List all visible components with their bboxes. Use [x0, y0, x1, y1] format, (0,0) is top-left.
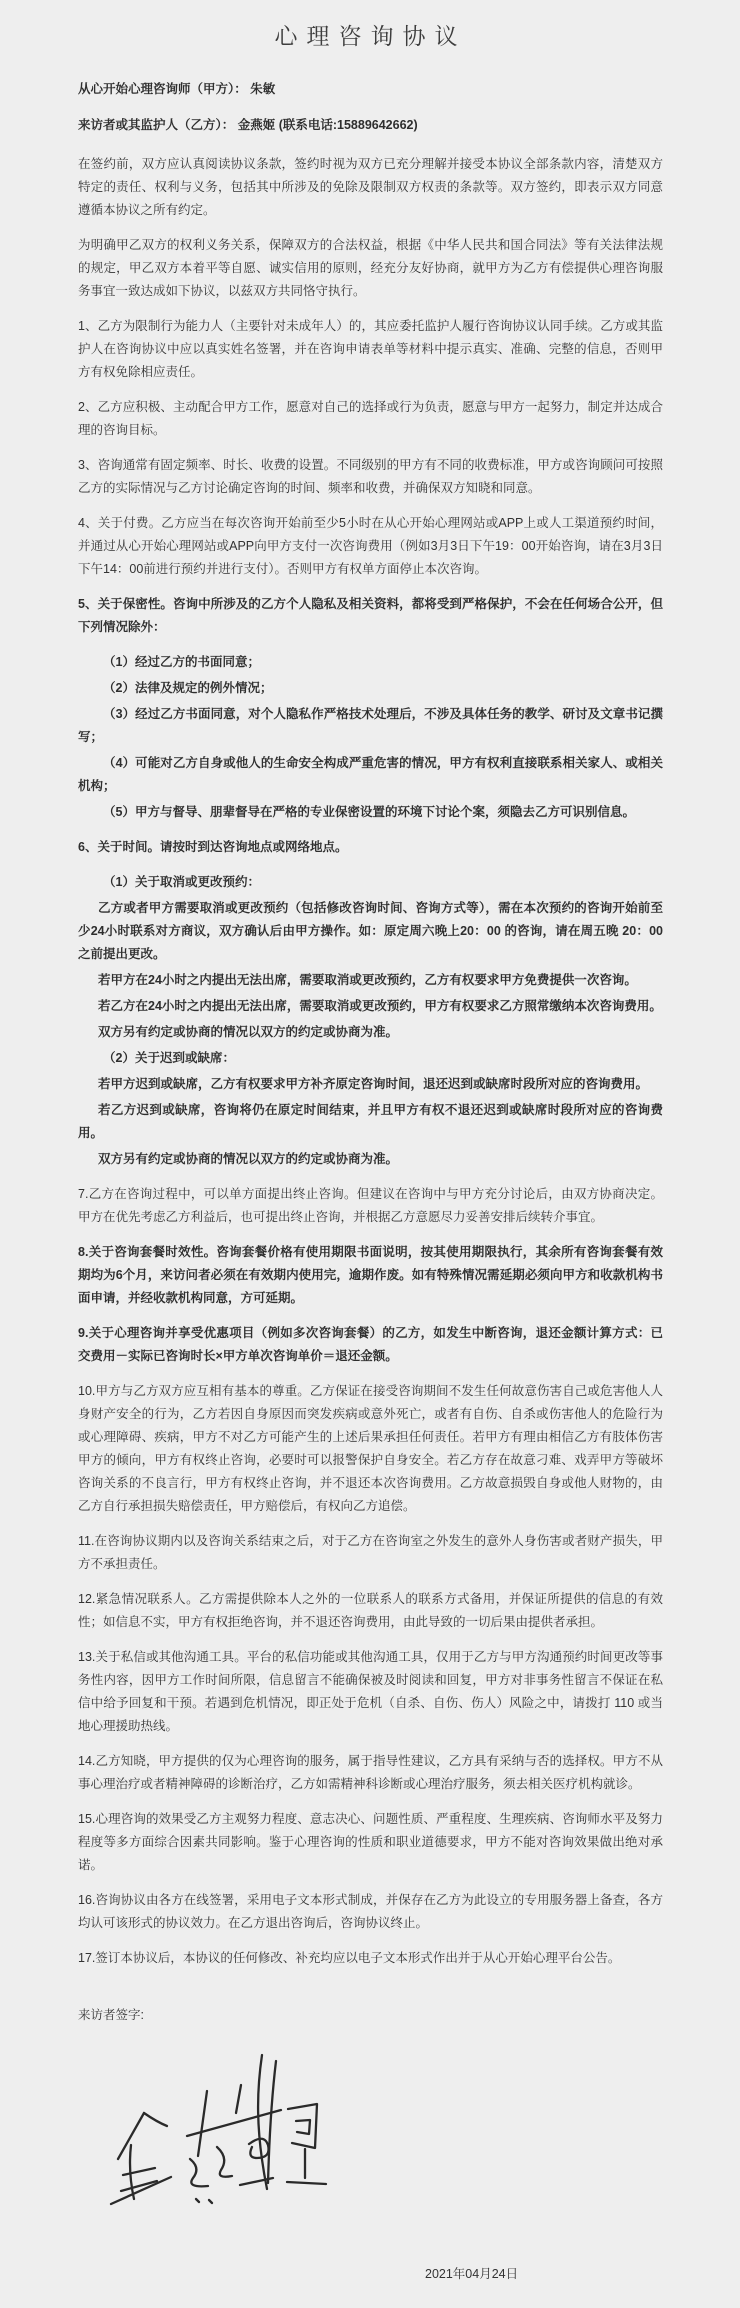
handwritten-signature [78, 2027, 378, 2232]
agreement-paragraph: （2）关于迟到或缺席： [103, 1051, 235, 1065]
signature-label: 来访者签字: [78, 2008, 144, 2022]
agreement-paragraph: 15.心理咨询的效果受乙方主观努力程度、意志决心、问题性质、严重程度、生理疾病、咨询师水平及努力程度等多方面综合因素共同影响。鉴于心理咨询的性质和职业道德要求，甲方不能对咨询效果做出绝对承诺。 [78, 1812, 663, 1872]
agreement-paragraph: （5）甲方与督导、朋辈督导在严格的专业保密设置的环境下讨论个案，须隐去乙方可识别信息。 [103, 805, 635, 819]
agreement-paragraph: 11.在咨询协议期内以及咨询关系结束之后，对于乙方在咨询室之外发生的意外人身伤害或者财产损失，甲方不承担责任。 [78, 1534, 663, 1571]
agreement-paragraph: 若甲方迟到或缺席，乙方有权要求甲方补齐原定咨询时间，退还迟到或缺席时段所对应的咨询费用。 [98, 1077, 649, 1091]
agreement-paragraph: 若乙方在24小时之内提出无法出席，需要取消或更改预约，甲方有权要求乙方照常缴纳本次咨询费用。 [98, 999, 662, 1013]
signature-area [78, 2027, 663, 2232]
agreement-paragraph: （1）关于取消或更改预约： [103, 875, 260, 889]
agreement-paragraph: 6、关于时间。请按时到达咨询地点或网络地点。 [78, 840, 348, 854]
agreement-paragraph: 为明确甲乙双方的权利义务关系，保障双方的合法权益，根据《中华人民共和国合同法》等有关法律法规的规定，甲乙双方本着平等自愿、诚实信用的原则，经充分友好协商，就甲方为乙方有偿提供心理咨询服务事宜一致达成如下协议，以兹双方共同恪守执行。 [78, 238, 663, 298]
page-title: 心理咨询协议 [274, 23, 467, 49]
agreement-date: 2021年04月24日 [425, 2267, 519, 2281]
agreement-paragraph: 10.甲方与乙方双方应互相有基本的尊重。乙方保证在接受咨询期间不发生任何故意伤害自己或危害他人人身财产安全的行为，乙方若因自身原因而突发疾病或意外死亡，或者有自伤、自杀或伤害他人的危险行为或心理障碍、疾病，甲方不对乙方可能产生的上述后果承担任何责任。若甲方有理由相信乙方有肢体伤害甲方的倾向，甲方有权终止咨询，必要时可以报警保护自身安全。若乙方存在故意刁难、戏弄甲方等破坏咨询关系的不良言行，甲方有权终止咨询，并不退还本次咨询费用。乙方故意损毁自身或他人财物的，由乙方自行承担损失赔偿责任，甲方赔偿后，有权向乙方追偿。 [78, 1384, 663, 1513]
agreement-paragraph: （4）可能对乙方自身或他人的生命安全构成严重危害的情况，甲方有权利直接联系相关家人、或相关机构； [78, 756, 663, 793]
agreement-paragraph: 8.关于咨询套餐时效性。咨询套餐价格有使用期限书面说明，按其使用期限执行，其余所有咨询套餐有效期均为6个月，来访问者必须在有效期内使用完，逾期作废。如有特殊情况需延期必须向甲方和收款机构书面申请，并经收款机构同意，方可延期。 [78, 1245, 663, 1305]
client-party-line: 来访者或其监护人（乙方）： 金燕姬 (联系电话:15889642662) [78, 118, 418, 132]
agreement-paragraph: 12.紧急情况联系人。乙方需提供除本人之外的一位联系人的联系方式备用，并保证所提供的信息的有效性；如信息不实，甲方有权拒绝咨询，并不退还咨询费用，由此导致的一切后果由提供者承担。 [78, 1592, 663, 1629]
agreement-paragraph: 若甲方在24小时之内提出无法出席，需要取消或更改预约，乙方有权要求甲方免费提供一次咨询。 [98, 973, 637, 987]
agreement-paragraph: 4、关于付费。乙方应当在每次咨询开始前至少5小时在从心开始心理网站或APP上或人工渠道预约时间，并通过从心开始心理网站或APP向甲方支付一次咨询费用（例如3月3日下午19：00开始咨询，请在3月3日下午14：00前进行预约并进行支付）。否则甲方有权单方面停止本次咨询。 [78, 516, 663, 576]
agreement-paragraph: 13.关于私信或其他沟通工具。平台的私信功能或其他沟通工具，仅用于乙方与甲方沟通预约时间更改等事务性内容，因甲方工作时间所限，信息留言不能确保被及时阅读和回复，甲方对非事务性留言不保证在私信中给予回复和干预。若遇到危机情况，即正处于危机（自杀、自伤、伤人）风险之中，请拨打 110 或当地心理援助热线。 [78, 1650, 663, 1733]
agreement-paragraph: 3、咨询通常有固定频率、时长、收费的设置。不同级别的甲方有不同的收费标准，甲方或咨询顾问可按照乙方的实际情况与乙方讨论确定咨询的时间、频率和收费，并确保双方知晓和同意。 [78, 458, 663, 495]
agreement-paragraph: 若乙方迟到或缺席，咨询将仍在原定时间结束，并且甲方有权不退还迟到或缺席时段所对应的咨询费用。 [78, 1103, 663, 1140]
agreement-paragraph: 乙方或者甲方需要取消或更改预约（包括修改咨询时间、咨询方式等），需在本次预约的咨询开始前至少24小时联系对方商议，双方确认后由甲方操作。如：原定周六晚上20：00 的咨询，请在周五晚 20：00 之前提出更改。 [78, 901, 663, 961]
agreement-paragraph: 在签约前，双方应认真阅读协议条款，签约时视为双方已充分理解并接受本协议全部条款内容，清楚双方特定的责任、权利与义务，包括其中所涉及的免除及限制双方权责的条款等。双方签约，即表示双方同意遵循本协议之所有约定。 [78, 157, 663, 217]
agreement-paragraph: 双方另有约定或协商的情况以双方的约定或协商为准。 [98, 1152, 399, 1166]
agreement-paragraph: 2、乙方应积极、主动配合甲方工作，愿意对自己的选择或行为负责，愿意与甲方一起努力，制定并达成合理的咨询目标。 [78, 400, 663, 437]
agreement-paragraph: 双方另有约定或协商的情况以双方的约定或协商为准。 [98, 1025, 399, 1039]
counselor-party-line: 从心开始心理咨询师（甲方）： 朱敏 [78, 82, 276, 96]
agreement-paragraph: 5、关于保密性。咨询中所涉及的乙方个人隐私及相关资料，都将受到严格保护，不会在任何场合公开，但下列情况除外： [78, 597, 663, 634]
agreement-body [78, 153, 663, 1970]
agreement-paragraph: 7.乙方在咨询过程中，可以单方面提出终止咨询。但建议在咨询中与甲方充分讨论后，由双方协商决定。甲方在优先考虑乙方利益后，也可提出终止咨询，并根据乙方意愿尽力妥善安排后续转介事宜。 [78, 1187, 663, 1224]
agreement-paragraph: 14.乙方知晓，甲方提供的仅为心理咨询的服务，属于指导性建议，乙方具有采纳与否的选择权。甲方不从事心理治疗或者精神障碍的诊断治疗，乙方如需精神科诊断或心理治疗服务，须去相关医疗机构就诊。 [78, 1754, 663, 1791]
agreement-paragraph: （3）经过乙方书面同意，对个人隐私作严格技术处理后，不涉及具体任务的教学、研讨及文章书记撰写； [78, 707, 663, 744]
agreement-paragraph: 16.咨询协议由各方在线签署，采用电子文本形式制成，并保存在乙方为此设立的专用服务器上备查，各方均认可该形式的协议效力。在乙方退出咨询后，咨询协议终止。 [78, 1893, 663, 1930]
agreement-paragraph: （2）法律及规定的例外情况； [103, 681, 273, 695]
agreement-paragraph: 9.关于心理咨询并享受优惠项目（例如多次咨询套餐）的乙方，如发生中断咨询，退还金额计算方式：已交费用－实际已咨询时长×甲方单次咨询单价＝退还金额。 [78, 1326, 663, 1363]
agreement-paragraph: 17.签订本协议后，本协议的任何修改、补充均应以电子文本形式作出并于从心开始心理平台公告。 [78, 1951, 621, 1965]
agreement-paragraph: （1）经过乙方的书面同意； [103, 655, 260, 669]
agreement-paragraph: 1、乙方为限制行为能力人（主要针对未成年人）的，其应委托监护人履行咨询协议认同手续。乙方或其监护人在咨询协议中应以真实姓名签署，并在咨询申请表单等材料中提示真实、准确、完整的信息，否则甲方有权免除相应责任。 [78, 319, 663, 379]
